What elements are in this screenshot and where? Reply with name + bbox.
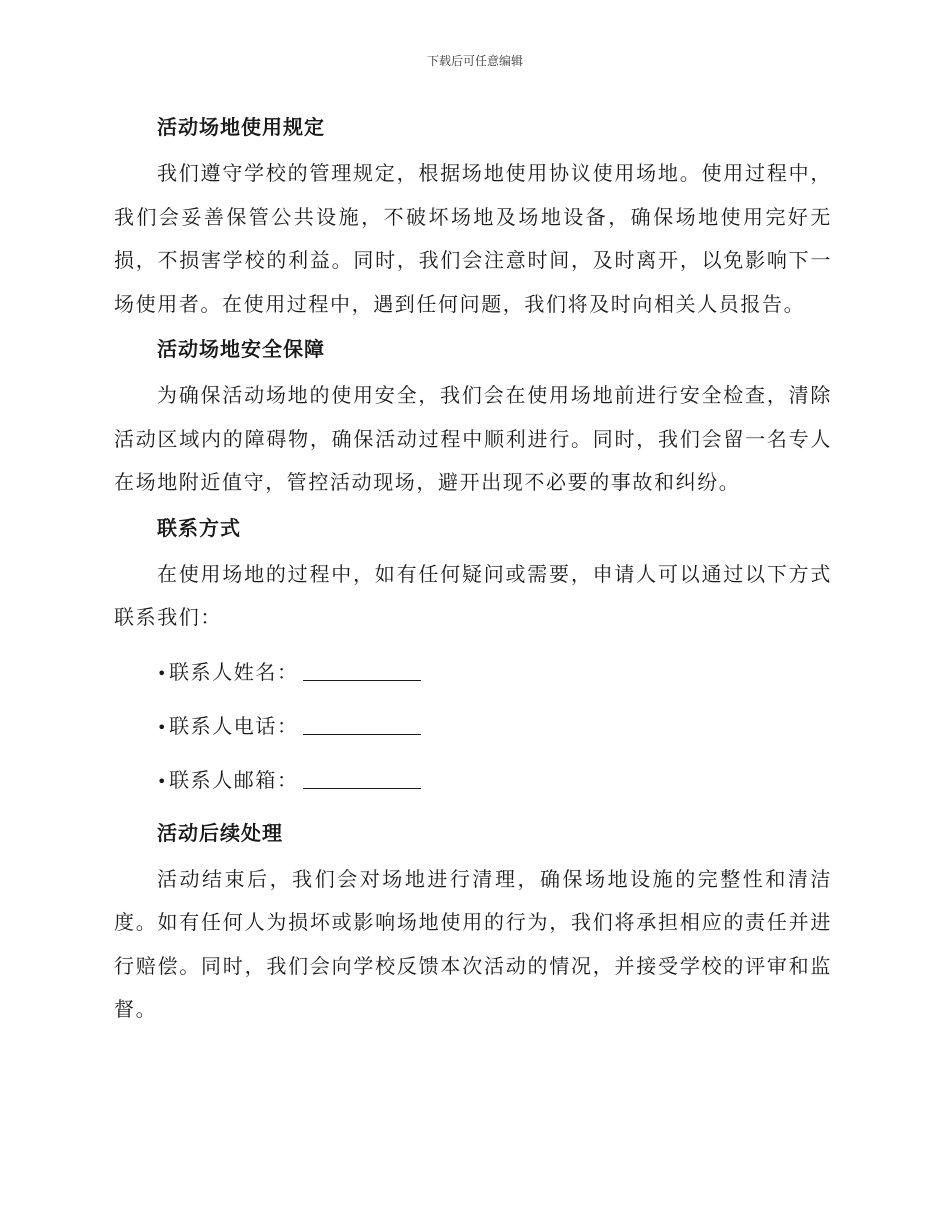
document-body — [114, 110, 832, 1032]
page-header: 下载后可任意编辑 — [426, 54, 523, 68]
section-title: 联系方式 — [157, 515, 241, 540]
contact-phone-blank-line — [303, 714, 421, 735]
bullet-icon: • — [157, 663, 169, 683]
section-title: 活动场地使用规定 — [157, 115, 325, 139]
contact-email-blank-line — [303, 768, 421, 789]
contact-list — [114, 646, 832, 808]
bullet-icon: • — [157, 717, 169, 737]
section-safety — [114, 332, 832, 505]
contact-name-label: 联系人姓名： — [169, 659, 299, 684]
contact-name-blank-line — [303, 660, 421, 681]
section-paragraph: 活动结束后，我们会对场地进行清理，确保场地设施的完整性和清洁度。如有任何人为损坏或影响场地使用的行为，我们将承担相应的责任并进行赔偿。同时，我们会向学校反馈本次活动的情况，并接受学校的评审和监督。 — [114, 866, 832, 1021]
bullet-icon: • — [157, 771, 169, 791]
section-paragraph: 为确保活动场地的使用安全，我们会在使用场地前进行安全检查，清除活动区域内的障碍物，确保活动过程中顺利进行。同时，我们会留一名专人在场地附近值守，管控活动现场，避开出现不必要的事故和纠纷。 — [114, 383, 832, 494]
contact-email-label: 联系人邮箱： — [169, 767, 299, 792]
section-contact — [114, 511, 832, 808]
section-title: 活动后续处理 — [157, 820, 283, 845]
section-followup — [114, 816, 832, 1032]
contact-phone-label: 联系人电话： — [169, 713, 299, 738]
section-paragraph: 在使用场地的过程中，如有任何疑问或需要，申请人可以通过以下方式联系我们： — [114, 561, 832, 629]
section-title: 活动场地安全保障 — [157, 337, 325, 361]
section-paragraph: 我们遵守学校的管理规定，根据场地使用协议使用场地。使用过程中，我们会妥善保管公共设施，不破坏场地及场地设备，确保场地使用完好无损，不损害学校的利益。同时，我们会注意时间，及时离开，以免影响下一场使用者。在使用过程中，遇到任何问题，我们将及时向相关人员报告。 — [114, 161, 832, 316]
section-usage-rules — [114, 110, 832, 326]
contact-name-item — [157, 646, 832, 700]
contact-email-item — [157, 754, 832, 808]
contact-phone-item — [157, 700, 832, 754]
